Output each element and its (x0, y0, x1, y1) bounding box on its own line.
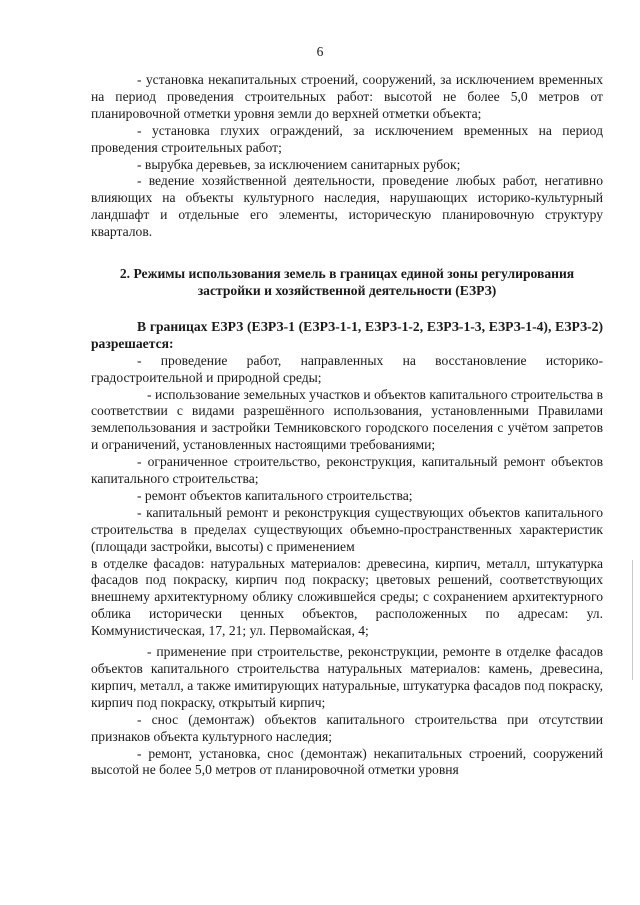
permitted-continuation: в отделке фасадов: натуральных материалов: древесина, кирпич, металл, штукатурка фасадов под покраску, кирпич под покраску; цветовых решений, соответствующих внешнему архитектурному облику сложившейся среды; с сохранением архитектурного облика исторически ценных объектов, расположенных по адресам: ул. Коммунистическая, 17, 21; ул. Первомайская, 4; (91, 555, 603, 639)
paragraph-top-3: - вырубка деревьев, за исключением санитарных рубок; (137, 156, 461, 172)
permitted-item-5: - капитальный ремонт и реконструкция существующих объектов капитального строительства в пределах существующих объемно-пространственных характеристик (площади застройки, высоты) с применением (91, 504, 603, 554)
paragraph-top-4: - ведение хозяйственной деятельности, проведение любых работ, негативно влияющих на объекты культурного наследия, нарушающих историко-культурный ландшафт и отдельные его элементы, историческую планировочную структуру кварталов. (91, 173, 603, 240)
document-body (91, 72, 603, 779)
section-heading: 2. Режимы использования земель в границах единой зоны регулирования застройки и хозяйственной деятельности (ЕЗРЗ) (119, 266, 575, 298)
permitted-item-6: - применение при строительстве, реконструкции, ремонте в отделке фасадов объектов капитального строительства натуральных материалов: камень, древесина, кирпич, металл, а также имитирующих натуральные, штукатурка фасадов под покраску, кирпич под покраску, открытый кирпич; (91, 644, 603, 710)
permitted-item-4: - ремонт объектов капитального строительства; (137, 487, 413, 503)
scan-edge-mark (632, 560, 633, 680)
paragraph-top-2: - установка глухих ограждений, за исключением временных на период проведения строительных работ; (91, 122, 603, 155)
paragraph-top-1: - установка некапитальных строений, сооружений, за исключением временных на период проведения строительных работ: высотой не более 5,0 метров от планировочной отметки уровня земли до верхней отметки объекта; (91, 72, 603, 121)
permitted-item-2: - использование земельных участков и объектов капитального строительства в соответствии с видами разрешённого использования, установленными Правилами землепользования и застройки Темниковского городского поселения с учётом запретов и ограничений, установленных настоящими требованиями; (91, 386, 603, 453)
permitted-item-1: - проведение работ, направленных на восстановление историко-градостроительной и природной среды; (91, 352, 603, 385)
permitted-lead: В границах ЕЗРЗ (ЕЗРЗ-1 (ЕЗРЗ-1-1, ЕЗРЗ-1-2, ЕЗРЗ-1-3, ЕЗРЗ-1-4), ЕЗРЗ-2) разрешается: (91, 318, 603, 351)
permitted-item-3: - ограниченное строительство, реконструкция, капитальный ремонт объектов капитального строительства; (91, 454, 603, 487)
page-number: 6 (316, 44, 324, 59)
permitted-item-7: - снос (демонтаж) объектов капитального строительства при отсутствии признаков объекта культурного наследия; (91, 711, 603, 744)
permitted-item-8: - ремонт, установка, снос (демонтаж) некапитальных строений, сооружений высотой не более 5,0 метров от планировочной отметки уровня (91, 745, 603, 778)
